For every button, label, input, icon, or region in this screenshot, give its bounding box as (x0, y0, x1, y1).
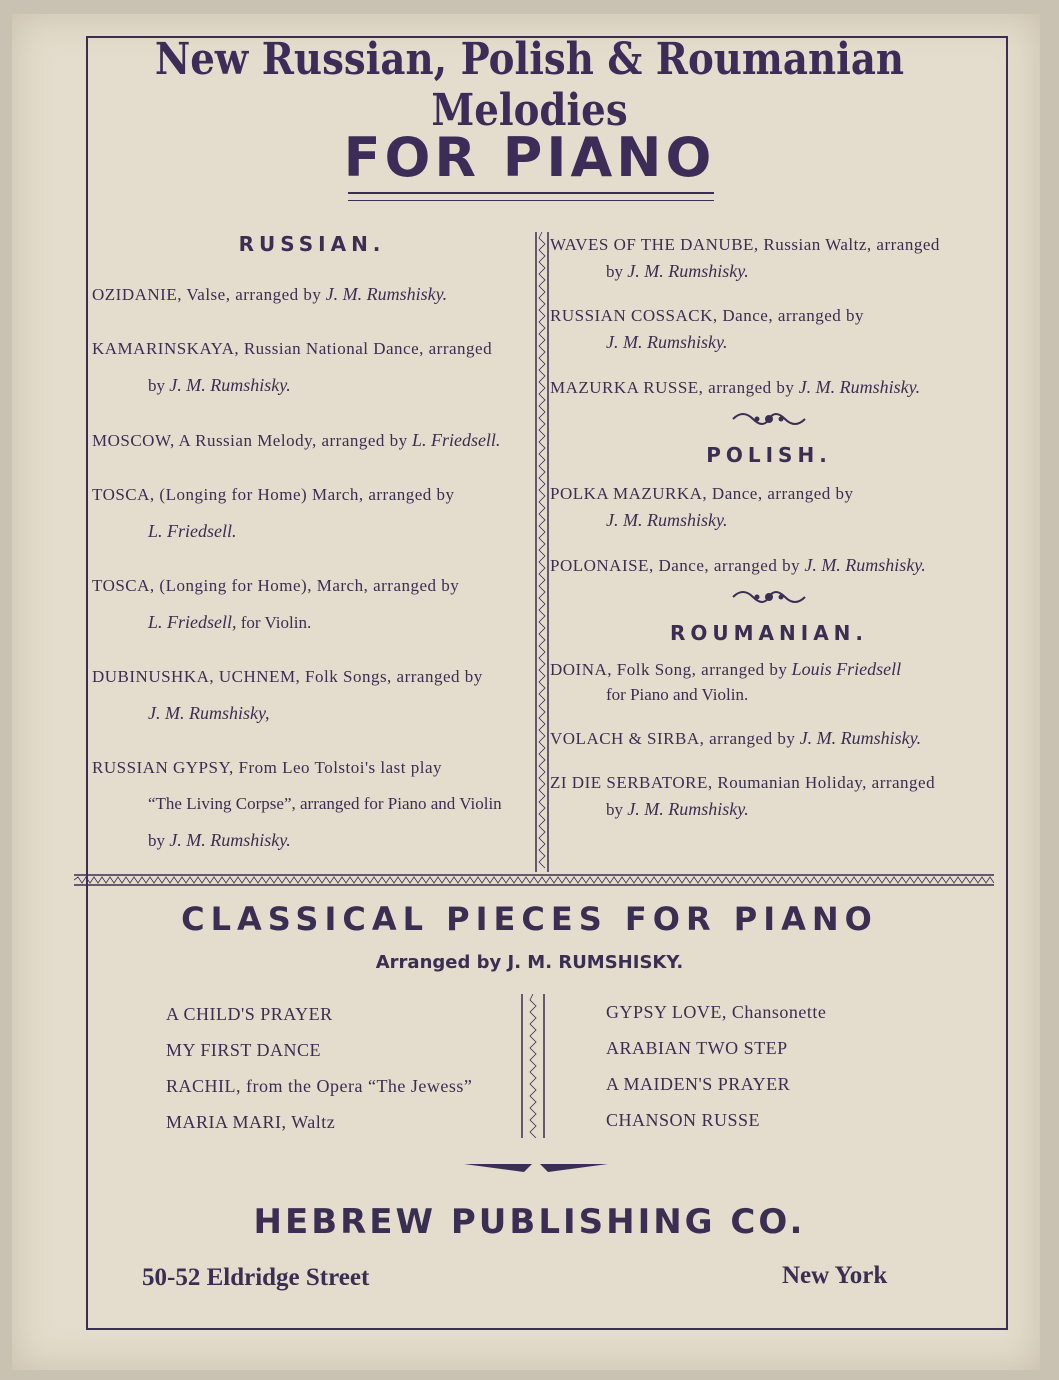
ornament-icon (729, 585, 809, 609)
entry-title: ZI DIE SERBATORE, Roumanian Holiday, arranged (550, 773, 936, 792)
entry-arranger: J. M. Rumshisky. (325, 284, 448, 304)
list-item (92, 276, 532, 313)
list-item: CHANSON RUSSE (606, 1110, 761, 1130)
list-item (92, 568, 532, 641)
roumanian-heading: ROUMANIAN. (669, 621, 869, 645)
classical-title: CLASSICAL PIECES FOR PIANO (181, 900, 878, 938)
entry-arranger: J. M. Rumshisky. (169, 830, 291, 850)
list-item (550, 481, 988, 534)
list-item (92, 477, 532, 550)
list-item (550, 725, 988, 752)
entry-arranger: L. Friedsell. (148, 521, 237, 541)
entry-title: RUSSIAN GYPSY, From Leo Tolstoi's last play (92, 758, 443, 777)
list-item: MARIA MARI, Waltz (166, 1112, 336, 1132)
entry-title: TOSCA, (Longing for Home), March, arranged by (92, 576, 460, 595)
list-item: A MAIDEN'S PRAYER (606, 1074, 791, 1094)
entry-arranger: L. Friedsell, (148, 612, 237, 632)
entry-note: for Piano and Violin. (606, 685, 749, 704)
publisher-city: New York (782, 1262, 888, 1289)
list-item (92, 422, 532, 459)
right-column (550, 232, 988, 823)
list-item: RACHIL, from the Opera “The Jewess” (166, 1076, 473, 1096)
title-underline (348, 192, 714, 201)
entry-arranger: J. M. Rumshisky. (169, 375, 291, 395)
list-item (550, 232, 988, 285)
ornament-divider (550, 407, 988, 437)
entry-by: by (606, 800, 623, 819)
entry-arranger: J. M. Rumshisky. (798, 377, 921, 397)
entry-title: MOSCOW, A Russian Melody, arranged by (92, 431, 408, 450)
entry-title: DUBINUSHKA, UCHNEM, Folk Songs, arranged by (92, 667, 483, 686)
publisher-address: 50-52 Eldridge Street (142, 1264, 370, 1291)
entry-by: by (148, 376, 165, 395)
entry-by: by (606, 262, 623, 281)
entry-title: TOSCA, (Longing for Home) March, arranged by (92, 485, 455, 504)
subtitle: FOR PIANO (343, 126, 716, 189)
entry-arranger: J. M. Rumshisky. (804, 555, 926, 575)
section-divider (74, 874, 994, 886)
entry-title: POLKA MAZURKA, Dance, arranged by (550, 484, 854, 503)
list-item (550, 303, 988, 356)
russian-heading: RUSSIAN. (238, 232, 386, 256)
entry-arranger: J. M. Rumshisky. (627, 261, 749, 281)
entry-arranger: J. M. Rumshisky, (148, 703, 270, 723)
ornament-divider (550, 585, 988, 615)
entry-title: POLONAISE, Dance, arranged by (550, 556, 801, 575)
flourish-icon (462, 1156, 610, 1174)
polish-heading: POLISH. (706, 443, 832, 467)
list-item (550, 770, 988, 823)
entry-arranger: J. M. Rumshisky. (606, 332, 728, 352)
list-item: ARABIAN TWO STEP (606, 1038, 788, 1058)
publisher-name: HEBREW PUBLISHING CO. (253, 1202, 806, 1242)
list-item: GYPSY LOVE, Chansonette (606, 1002, 827, 1022)
entry-by: by (148, 831, 165, 850)
entry-note: for Violin. (240, 613, 312, 632)
list-item (92, 659, 532, 732)
entry-title: VOLACH & SIRBA, arranged by (550, 729, 796, 748)
classical-subtitle: Arranged by J. M. RUMSHISKY. (375, 952, 684, 973)
main-title: New Russian, Polish & Roumanian Melodies (154, 34, 905, 136)
entry-title: RUSSIAN COSSACK, Dance, arranged by (550, 306, 865, 325)
list-item (550, 552, 988, 579)
entry-title: DOINA, Folk Song, arranged by (550, 660, 788, 679)
classical-list-right (606, 994, 826, 1138)
list-item (92, 750, 532, 859)
classical-divider (518, 994, 548, 1138)
russian-column (92, 232, 532, 859)
entry-title: OZIDANIE, Valse, arranged by (92, 285, 322, 304)
entry-arranger: Louis Friedsell (791, 659, 902, 679)
entry-arranger: J. M. Rumshisky. (606, 510, 728, 530)
entry-title: WAVES OF THE DANUBE, Russian Waltz, arranged (550, 235, 940, 254)
list-item (92, 331, 532, 404)
list-item: A CHILD'S PRAYER (166, 1004, 333, 1024)
entry-title: MAZURKA RUSSE, arranged by (550, 378, 795, 397)
entry-title: KAMARINSKAYA, Russian National Dance, arranged (92, 339, 493, 358)
entry-arranger: L. Friedsell. (411, 430, 501, 450)
ornament-icon (729, 407, 809, 431)
entry-arranger: J. M. Rumshisky. (627, 799, 749, 819)
entry-line2: “The Living Corpse”, arranged for Piano and Violin (148, 794, 502, 813)
list-item (550, 374, 988, 401)
entry-arranger: J. M. Rumshisky. (799, 728, 922, 748)
classical-list-left (166, 996, 472, 1140)
list-item (550, 657, 988, 707)
column-divider (534, 232, 550, 872)
list-item: MY FIRST DANCE (166, 1040, 322, 1060)
